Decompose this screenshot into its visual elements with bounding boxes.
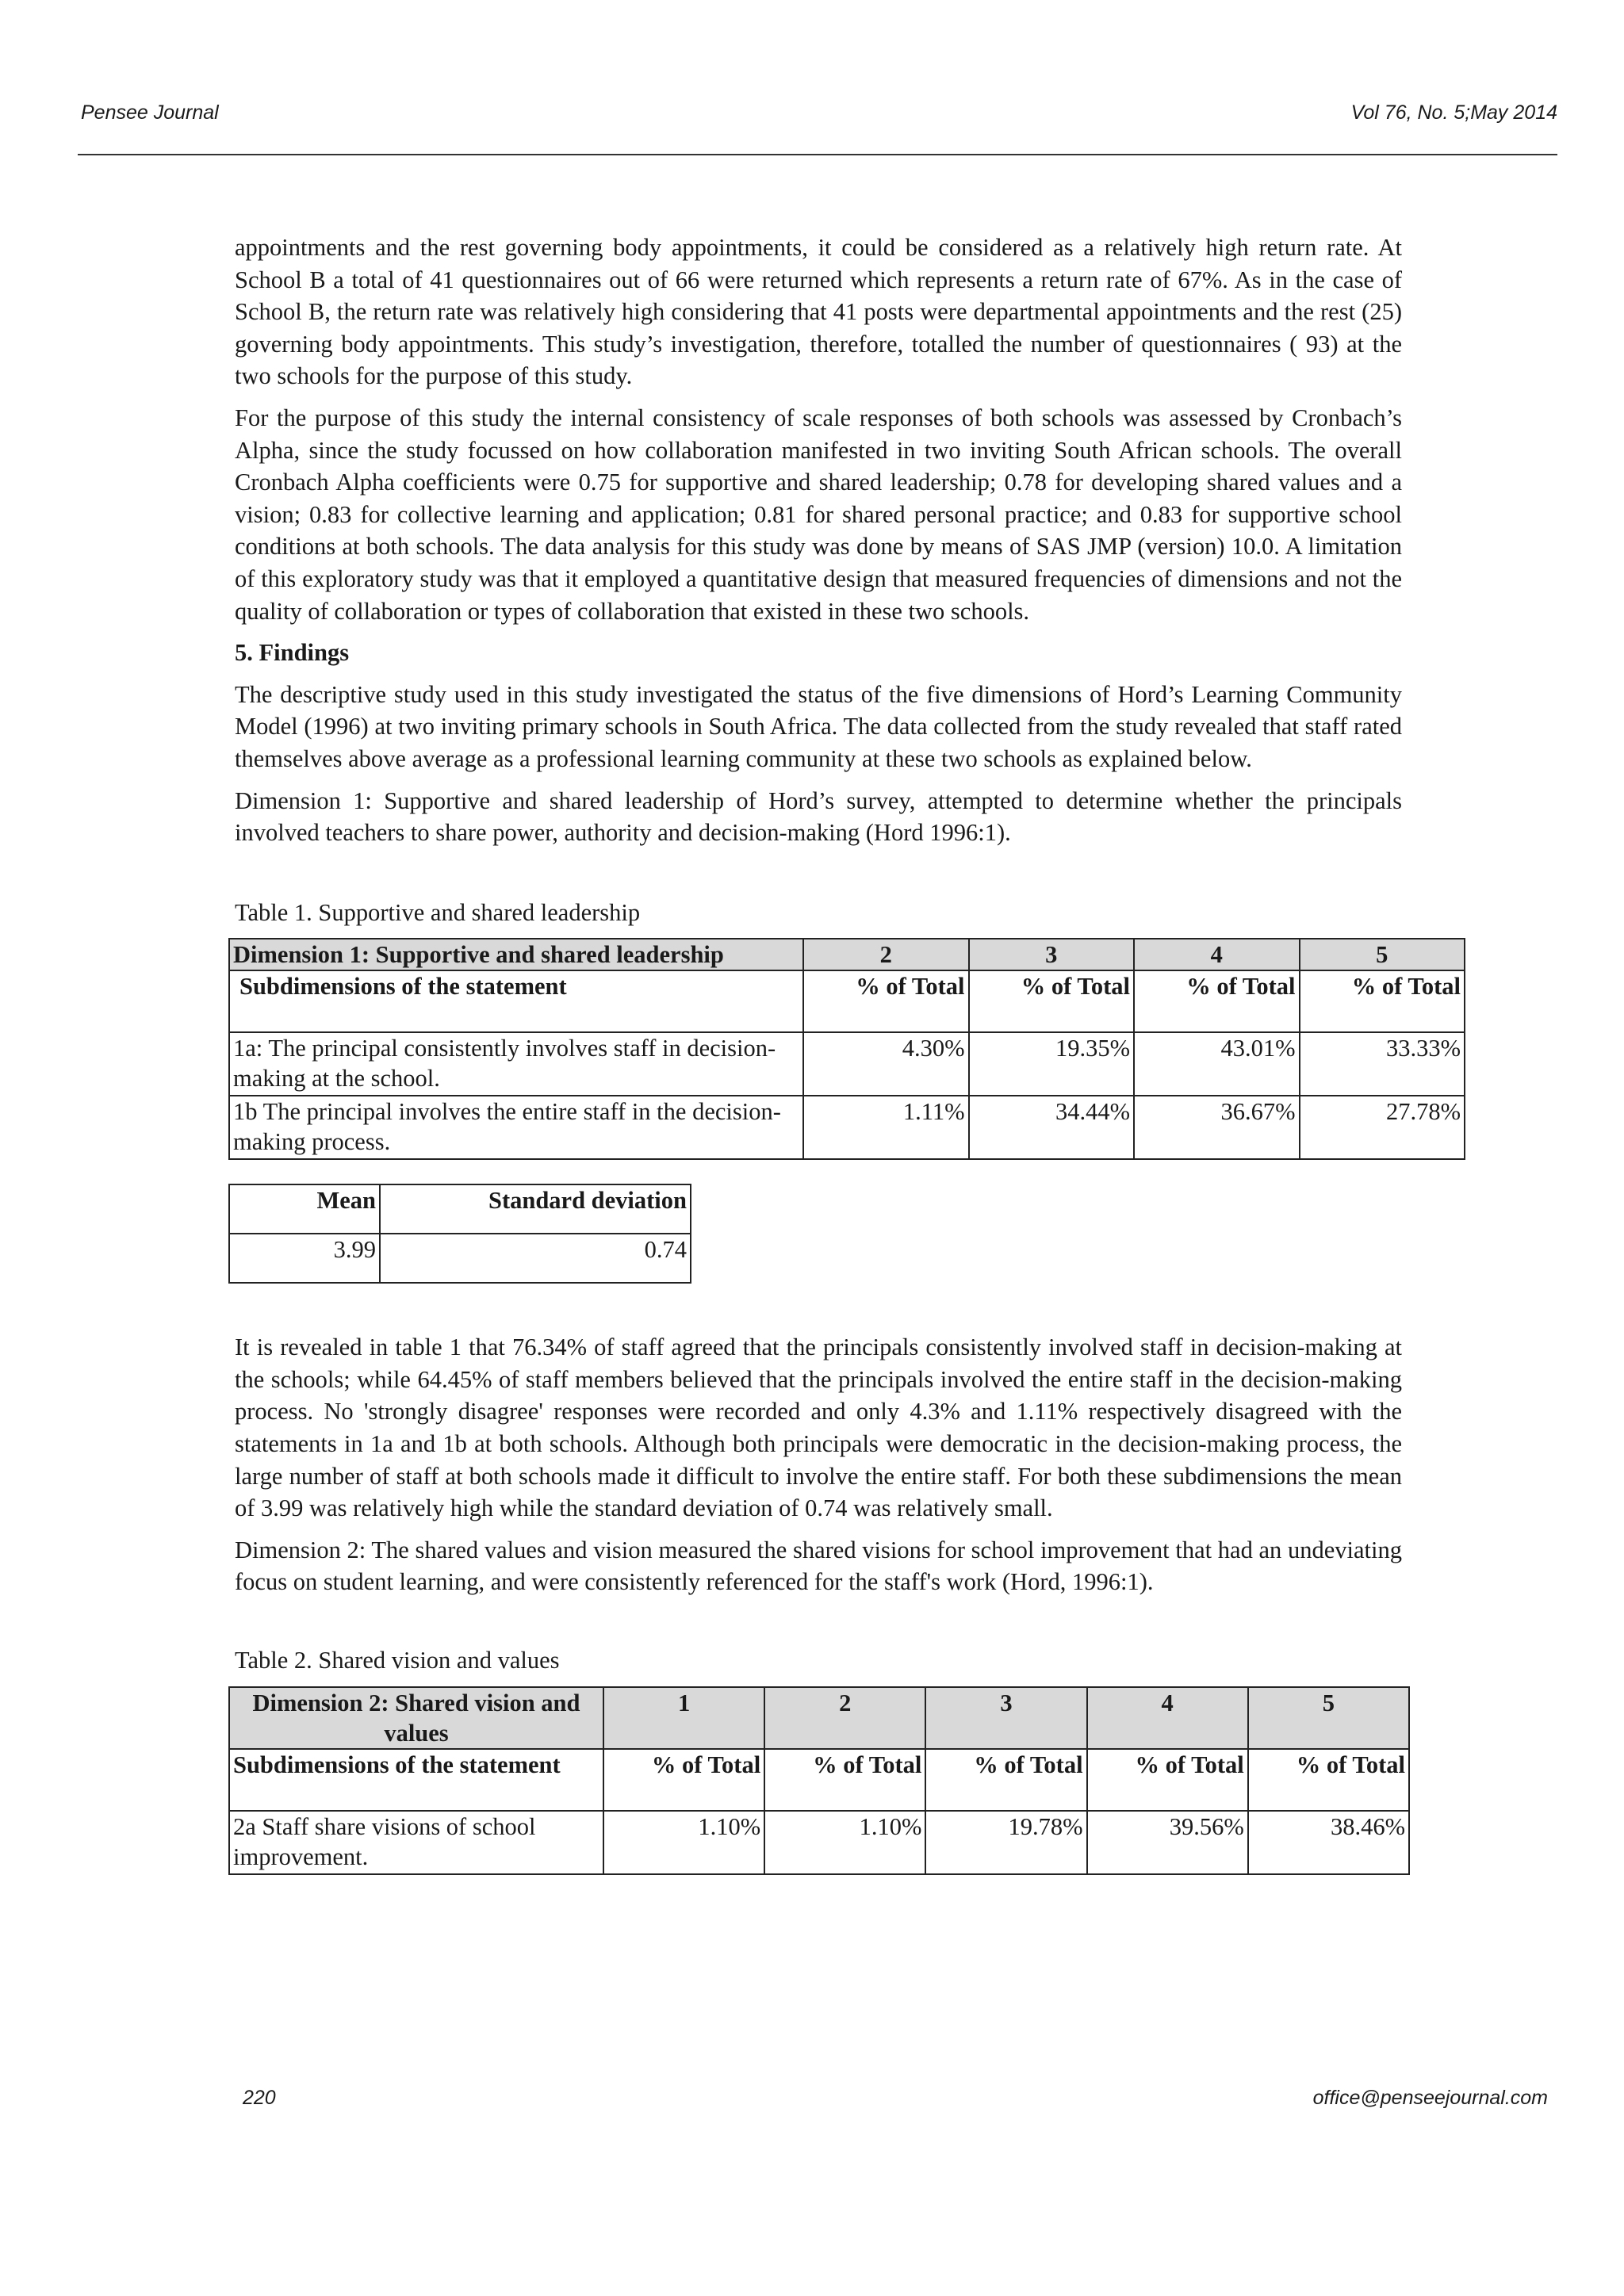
- mean-header: Mean: [229, 1184, 380, 1234]
- cell-value: 33.33%: [1300, 1032, 1465, 1096]
- percent-header: % of Total: [764, 1749, 925, 1811]
- column-header: 4: [1134, 939, 1300, 970]
- cell-value: 39.56%: [1087, 1811, 1248, 1874]
- paragraph: Dimension 2: The shared values and vision measured the shared visions for school improvement that had an undeviating focus on student learning, and were consistently referenced for the staff's work (Hord, 1996:1).: [235, 1536, 1402, 1596]
- cell-value: 38.46%: [1248, 1811, 1409, 1874]
- paragraph: It is revealed in table 1 that 76.34% of staff agreed that the principals consistently involved staff in decision-making at the schools; while 64.45% of staff members believed that the principals involved the entire staff in the decision-making process. No 'strongly disagree' responses were recorded and only 4.3% and 1.11% respectively disagreed with the statements in 1a and 1b at both schools. Although both principals were democratic in the decision-making process, the large number of staff at both schools made it difficult to involve the entire staff. For both these subdimensions the mean of 3.99 was relatively high while the standard deviation of 0.74 was relatively small.: [235, 1334, 1402, 1522]
- section-heading: 5. Findings: [235, 639, 350, 667]
- table-row: [229, 1032, 1465, 1096]
- column-header: 3: [969, 939, 1135, 970]
- contact-email: office@penseejournal.com: [1312, 2087, 1548, 2109]
- header-divider: [78, 154, 1557, 155]
- cell-value: 43.01%: [1134, 1032, 1300, 1096]
- column-header: 5: [1248, 1687, 1409, 1749]
- subdimension-header: Subdimensions of the statement: [229, 1749, 603, 1811]
- percent-header: % of Total: [1300, 970, 1465, 1032]
- paragraph: Dimension 1: Supportive and shared leadership of Hord’s survey, attempted to determine whether the principals involved teachers to share power, authority and decision-making (Hord 1996:1).: [235, 786, 1402, 847]
- table-row: [229, 1096, 1465, 1159]
- journal-name: Pensee Journal: [81, 101, 219, 124]
- percent-header: % of Total: [1087, 1749, 1248, 1811]
- cell-value: 19.78%: [925, 1811, 1086, 1874]
- cell-value: 36.67%: [1134, 1096, 1300, 1159]
- page-number: 220: [243, 2087, 276, 2109]
- sd-value: 0.74: [380, 1234, 691, 1283]
- column-header: 5: [1300, 939, 1465, 970]
- percent-header: % of Total: [1248, 1749, 1409, 1811]
- column-header: 4: [1087, 1687, 1248, 1749]
- table-row: [229, 1811, 1409, 1874]
- table-1: [228, 938, 1465, 1160]
- column-header: 2: [764, 1687, 925, 1749]
- cell-value: 1.10%: [603, 1811, 764, 1874]
- table-caption: Table 1. Supportive and shared leadership: [235, 898, 641, 926]
- cell-value: 1.10%: [764, 1811, 925, 1874]
- column-header: 1: [603, 1687, 764, 1749]
- cell-value: 34.44%: [969, 1096, 1135, 1159]
- paragraph: For the purpose of this study the internal consistency of scale responses of both schools was assessed by Cronbach’s Alpha, since the study focussed on how collaboration manifested in two inviting South African schools. The overall Cronbach Alpha coefficients were 0.75 for supportive and shared leadership; 0.78 for developing shared values and a vision; 0.83 for collective learning and application; 0.81 for shared personal practice; and 0.83 for supportive school conditions at both schools. The data analysis for this study was done by means of SAS JMP (version) 10.0. A limitation of this exploratory study was that it employed a quantitative design that measured frequencies of dimensions and not the quality of collaboration or types of collaboration that existed in these two schools.: [235, 404, 1402, 625]
- article-body: [233, 232, 1461, 1875]
- mean-value: 3.99: [229, 1234, 380, 1283]
- row-label: 1a: The principal consistently involves staff in decision-making at the school.: [229, 1032, 803, 1096]
- dimension-header: Dimension 2: Shared vision and values: [229, 1687, 603, 1749]
- issue-info: Vol 76, No. 5;May 2014: [1350, 101, 1557, 124]
- percent-header: % of Total: [925, 1749, 1086, 1811]
- cell-value: 1.11%: [803, 1096, 969, 1159]
- dimension-header: Dimension 1: Supportive and shared leadership: [229, 939, 803, 970]
- percent-header: % of Total: [803, 970, 969, 1032]
- cell-value: 27.78%: [1300, 1096, 1465, 1159]
- paragraph: The descriptive study used in this study investigated the status of the five dimensions of Hord’s Learning Community Model (1996) at two inviting primary schools in South Africa. The data collected from the study revealed that staff rated themselves above average as a professional learning community at these two schools as explained below.: [235, 680, 1402, 772]
- sd-header: Standard deviation: [380, 1184, 691, 1234]
- column-header: 3: [925, 1687, 1086, 1749]
- percent-header: % of Total: [1134, 970, 1300, 1032]
- row-label: 1b The principal involves the entire staff in the decision-making process.: [229, 1096, 803, 1159]
- column-header: 2: [803, 939, 969, 970]
- percent-header: % of Total: [603, 1749, 764, 1811]
- table-caption: Table 2. Shared vision and values: [235, 1647, 560, 1674]
- mean-sd-table: [228, 1184, 691, 1284]
- table-2: [228, 1686, 1410, 1875]
- paragraph: appointments and the rest governing body appointments, it could be considered as a relatively high return rate. At School B a total of 41 questionnaires out of 66 were returned which represents a return rate of 67%. As in the case of School B, the return rate was relatively high considering that 41 posts were departmental appointments and the rest (25) governing body appointments. This study’s investigation, therefore, totalled the number of questionnaires ( 93) at the two schools for the purpose of this study.: [235, 234, 1402, 390]
- percent-header: % of Total: [969, 970, 1135, 1032]
- subdimension-header: Subdimensions of the statement: [229, 970, 803, 1032]
- row-label: 2a Staff share visions of school improvement.: [229, 1811, 603, 1874]
- cell-value: 19.35%: [969, 1032, 1135, 1096]
- cell-value: 4.30%: [803, 1032, 969, 1096]
